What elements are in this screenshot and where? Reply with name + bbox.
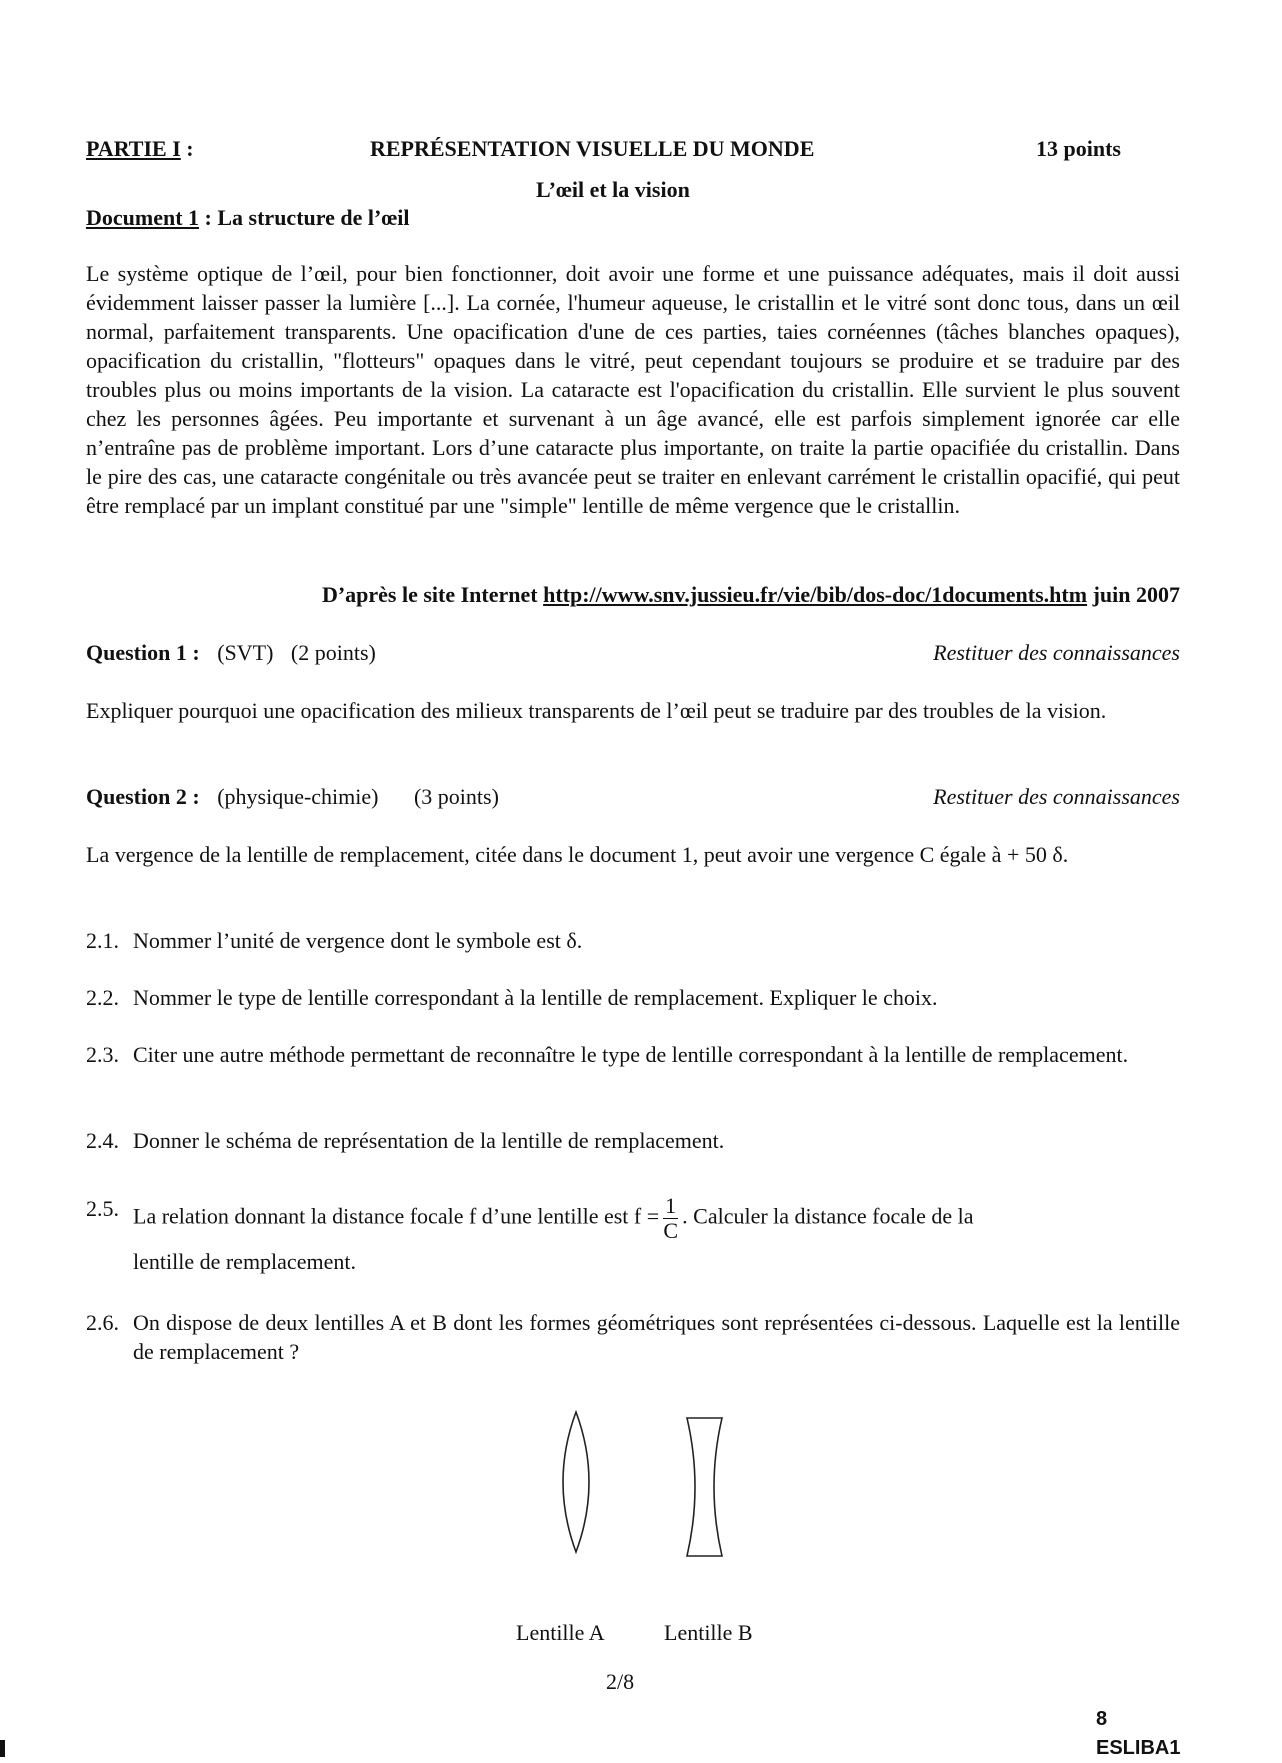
item-number: 2.2. xyxy=(86,985,119,1010)
question-item xyxy=(86,1126,1180,1155)
document-paragraph: Le système optique de l’œil, pour bien fonctionner, doit avoir une forme et une puissance adéquates, mais il doit aussi évidemment laisser passer la lumière [...]. La cornée, l'humeur aqueuse, le cristallin et le vitré sont donc tous, dans un œil normal, parfaitement transparents. Une opacification d'une de ces parties, taies cornéennes (tâches blanches opaques), opacification du cristallin, "flotteurs" opaques dans le vitré, peut cependant toujours se produire et se traduire par des troubles plus ou moins importants de la vision. La cataracte est l'opacification du cristallin. Elle survient le plus souvent chez les personnes âgées. Peu importante et survenant à un âge avancé, elle est parfois simplement ignorée car elle n’entraîne pas de problème important. Lors d’une cataracte plus importante, on traite la partie opacifiée du cristallin. Dans le pire des cas, une cataracte congénitale ou très avancée peut se traiter en enlevant carrément le cristallin opacifié, qui peut être remplacé par un implant constitué par une "simple" lentille de même vergence que le cristallin. xyxy=(86,261,1180,518)
question-2-points: (3 points) xyxy=(413,784,499,809)
question-1-skill: Restituer des connaissances xyxy=(933,640,1180,665)
exam-page xyxy=(86,0,1180,1757)
item-number: 2.4. xyxy=(86,1128,119,1153)
source-date: juin 2007 xyxy=(1087,582,1180,607)
document-title xyxy=(86,203,409,232)
document-label: Document 1 xyxy=(86,205,200,230)
question-1-label: Question 1 : xyxy=(86,640,200,665)
lens-a-label: Lentille A xyxy=(516,1620,605,1645)
fraction-numerator: 1 xyxy=(665,1193,677,1218)
scan-mark xyxy=(0,1740,5,1757)
item-text-continuation: lentille de remplacement. xyxy=(133,1249,356,1274)
question-1-subject: (SVT) xyxy=(217,640,274,665)
lens-b-label: Lentille B xyxy=(664,1620,753,1645)
part-title: REPRÉSENTATION VISUELLE DU MONDE xyxy=(370,136,815,161)
question-item xyxy=(86,1308,1180,1366)
question-item xyxy=(86,983,1180,1012)
focal-formula-fraction xyxy=(663,1194,678,1243)
question-2-label: Question 2 : xyxy=(86,784,200,809)
item-number: 2.6. xyxy=(86,1310,119,1335)
item-text: Nommer l’unité de vergence dont le symbole est δ. xyxy=(133,928,583,953)
question-item-formula xyxy=(86,1194,1180,1243)
question-item xyxy=(86,926,1180,955)
part-suffix: : xyxy=(180,136,194,161)
divergent-lens-shape xyxy=(687,1418,722,1556)
item-text: Donner le schéma de représentation de la lentille de remplacement. xyxy=(133,1128,725,1153)
item-text: On dispose de deux lentilles A et B dont les formes géométriques sont représentées ci-dessous. Laquelle est la lentille de remplacement ? xyxy=(133,1310,1180,1364)
exam-code: 8 ESLIBA1 xyxy=(1096,1708,1181,1759)
item-text: Nommer le type de lentille correspondant à la lentille de remplacement. Expliquer le choix. xyxy=(133,985,938,1010)
source-prefix: D’après le site Internet xyxy=(321,582,544,607)
page-number: 2/8 xyxy=(606,1669,635,1694)
part-subtitle: L’œil et la vision xyxy=(536,177,690,202)
part-points: 13 points xyxy=(1036,136,1121,161)
question-2-text: La vergence de la lentille de remplacement, citée dans le document 1, peut avoir une vergence C égale à + 50 δ. xyxy=(86,842,1069,867)
part-heading xyxy=(86,134,194,163)
lenses-diagram xyxy=(552,1400,852,1570)
convergent-lens-shape xyxy=(563,1412,589,1552)
question-2-skill: Restituer des connaissances xyxy=(933,784,1180,809)
question-item xyxy=(86,1040,1180,1069)
formula-text-before: La relation donnant la distance focale f d’une lentille est f = xyxy=(133,1203,660,1229)
item-number: 2.1. xyxy=(86,928,119,953)
question-2-header xyxy=(86,782,1180,811)
item-number: 2.5. xyxy=(86,1196,119,1221)
item-number: 2.3. xyxy=(86,1042,119,1067)
question-1-header xyxy=(86,638,1180,667)
source-link[interactable]: http://www.snv.jussieu.fr/vie/bib/dos-doc/1documents.htm xyxy=(543,582,1088,607)
formula-text-after: . Calculer la distance focale de la xyxy=(682,1203,974,1229)
question-1-points: (2 points) xyxy=(290,640,376,665)
document-source xyxy=(86,580,1180,609)
item-text xyxy=(133,1194,1180,1243)
fraction-denominator: C xyxy=(663,1218,678,1243)
question-2-subject: (physique-chimie) xyxy=(217,784,379,809)
item-text: Citer une autre méthode permettant de reconnaître le type de lentille correspondant à la lentille de remplacement. xyxy=(133,1042,1129,1067)
document-title-text: : La structure de l’œil xyxy=(199,205,410,230)
part-label: PARTIE I xyxy=(86,136,181,161)
question-1-text: Expliquer pourquoi une opacification des milieux transparents de l’œil peut se traduire par des troubles de la vision. xyxy=(86,698,1107,723)
